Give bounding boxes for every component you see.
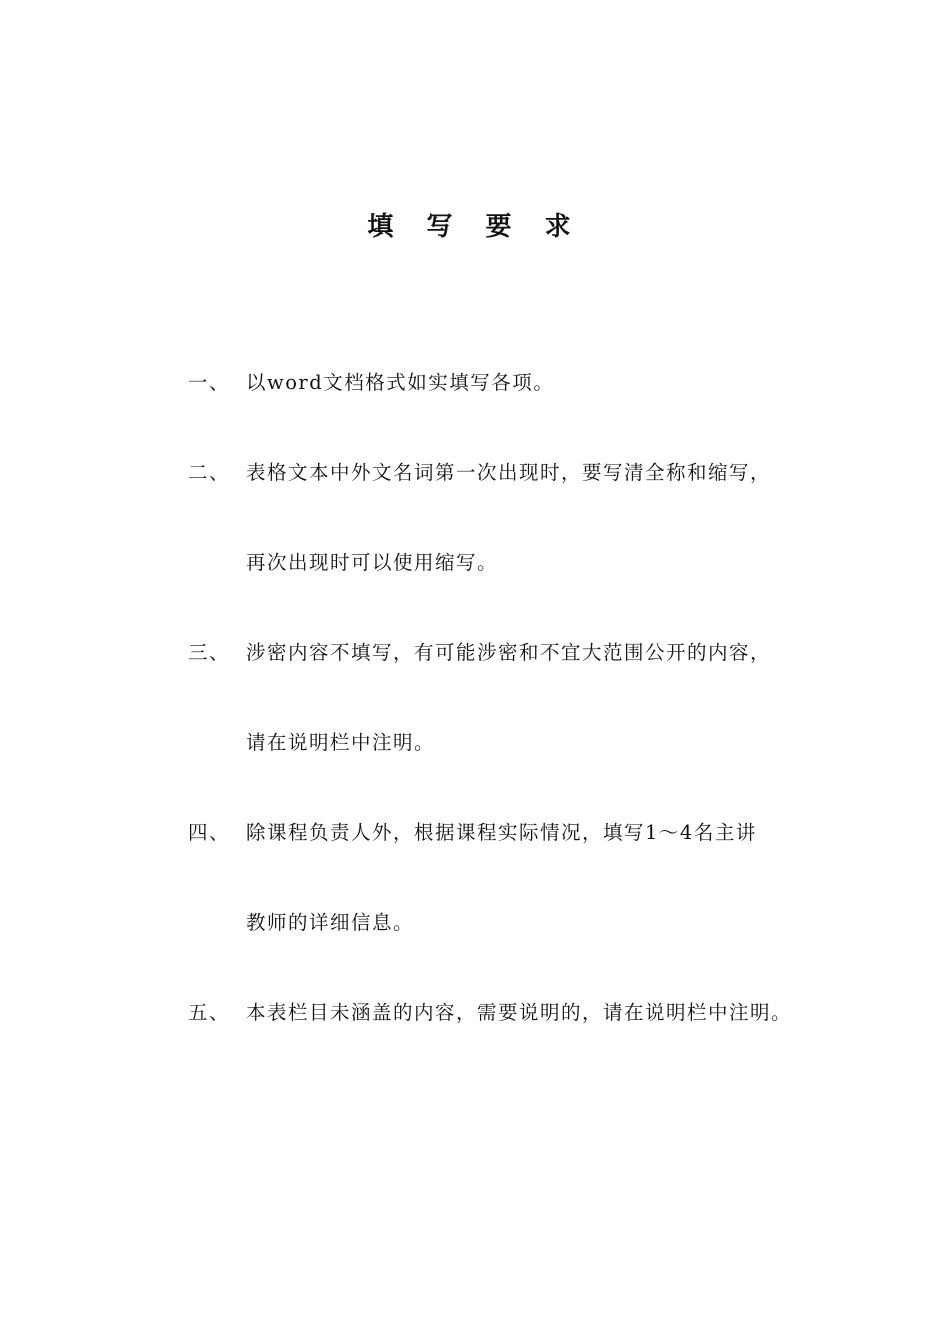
requirements-list (188, 367, 888, 1087)
list-item (188, 457, 888, 579)
item-number: 二、 (188, 461, 231, 484)
list-item (188, 637, 888, 759)
item-text-continuation: 再次出现时可以使用缩写。 (246, 551, 499, 574)
item-line (188, 637, 888, 669)
item-number: 一、 (188, 371, 231, 394)
item-text: 本表栏目未涵盖的内容，需要说明的，请在说明栏中注明。 (246, 1001, 793, 1024)
item-line (188, 367, 888, 399)
item-text: 表格文本中外文名词第一次出现时，要写清全称和缩写， (246, 461, 772, 484)
item-line (188, 817, 888, 849)
item-line (188, 997, 888, 1029)
page-title: 填 写 要 求 (367, 212, 583, 242)
item-text-continuation: 请在说明栏中注明。 (246, 731, 436, 754)
list-item (188, 997, 888, 1029)
list-item (188, 367, 888, 399)
item-text: 除课程负责人外，根据课程实际情况，填写1～4名主讲 (246, 821, 757, 844)
item-number: 五、 (188, 1001, 231, 1024)
item-number: 三、 (188, 641, 231, 664)
item-number: 四、 (188, 821, 231, 844)
item-line (188, 457, 888, 489)
item-text: 涉密内容不填写，有可能涉密和不宜大范围公开的内容， (246, 641, 772, 664)
list-item (188, 817, 888, 939)
item-text-continuation: 教师的详细信息。 (246, 911, 415, 934)
item-text: 以word文档格式如实填写各项。 (246, 371, 555, 394)
